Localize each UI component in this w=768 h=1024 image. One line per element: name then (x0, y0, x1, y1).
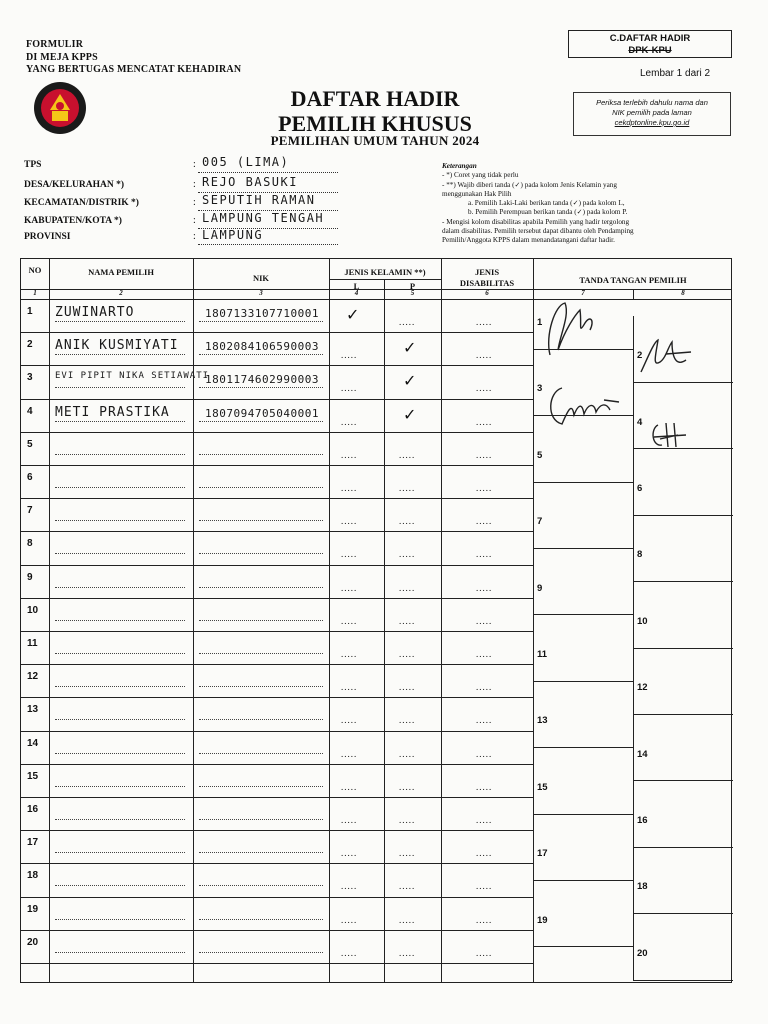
dots-p: ..... (399, 615, 416, 626)
row-number: 14 (27, 737, 39, 749)
name-dotline (55, 520, 185, 521)
header-jenis-kelamin: JENIS KELAMIN **) (344, 267, 426, 277)
keterangan-line: b. Pemilih Perempuan berikan tanda (✓) pada kolom P. (468, 208, 628, 217)
field-label-desa: DESA/KELURAHAN *) (24, 180, 125, 190)
field-colon: : (193, 215, 196, 226)
signature-divider (633, 913, 733, 914)
keterangan-line: - **) Wajib diberi tanda (✓) pada kolom Jenis Kelamin yang (442, 180, 617, 189)
dots-l: ..... (341, 582, 358, 593)
dots-l: ..... (341, 848, 358, 859)
dots-p: ..... (399, 682, 416, 693)
signature-vline (633, 382, 634, 415)
signature-slot-number: 16 (637, 815, 648, 826)
form-code-box (568, 30, 732, 58)
signature-vline (633, 316, 634, 349)
name-dotline (55, 553, 185, 554)
signature-slot-number: 11 (537, 649, 548, 660)
note-link[interactable]: cekdptonline.kpu.go.id (614, 118, 690, 127)
col-number: 6 (485, 289, 489, 297)
signature-slot-number: 4 (637, 416, 643, 428)
signature-divider (633, 382, 733, 383)
dots-disabilitas: ..... (476, 781, 493, 792)
dots-p: ..... (399, 715, 416, 726)
signature-slot-number: 5 (537, 449, 543, 461)
dots-p: ..... (399, 549, 416, 560)
page-subtitle: PEMILIHAN UMUM TAHUN 2024 (270, 133, 480, 148)
signature-divider (533, 946, 633, 947)
row-number: 18 (27, 870, 39, 882)
signature-slot-number: 1 (537, 317, 543, 328)
field-colon: : (193, 197, 196, 208)
dots-l: ..... (341, 516, 358, 527)
name-dotline (55, 819, 185, 820)
field-label-kecamatan: KECAMATAN/DISTRIK *) (24, 198, 139, 208)
signature-3 (544, 380, 624, 430)
signature-divider (633, 714, 733, 715)
signature-divider (633, 515, 733, 516)
name-dotline (55, 354, 185, 355)
row-number: 12 (27, 671, 39, 683)
voter-nik: 1802084106590003 (205, 340, 319, 354)
dots-disabilitas: ..... (476, 317, 493, 327)
signature-divider (633, 847, 733, 848)
row-number: 11 (27, 638, 38, 649)
voter-nik: 1801174602990003 (205, 373, 319, 387)
signature-vline (633, 880, 634, 913)
dots-disabilitas: ..... (476, 815, 493, 825)
dots-disabilitas: ..... (476, 449, 493, 460)
row-divider (21, 697, 533, 698)
dots-p: ..... (399, 649, 416, 659)
dots-p: ..... (399, 914, 416, 925)
signature-divider (533, 814, 633, 815)
formulir-line: YANG BERTUGAS MENCATAT KEHADIRAN (26, 64, 242, 75)
signature-vline (633, 548, 634, 581)
note-line: NIK pemilih pada laman (612, 108, 692, 117)
nik-dotline (199, 952, 323, 953)
signature-divider (533, 614, 633, 615)
dots-disabilitas: ..... (476, 383, 493, 394)
dots-p: ..... (399, 582, 416, 593)
dots-p: ..... (399, 748, 416, 759)
row-number: 8 (27, 538, 33, 550)
signature-vline (633, 681, 634, 714)
keterangan-line: Pemilih/Anggota KPPS dalam menandatangani daftar hadir. (442, 236, 615, 245)
dots-disabilitas: ..... (476, 549, 493, 560)
signature-slot-number: 3 (537, 383, 543, 395)
signature-divider (533, 681, 633, 682)
row-divider (21, 332, 533, 333)
dots-disabilitas: ..... (476, 582, 493, 593)
header-no: NO (28, 265, 42, 275)
field-label-kabupaten: KABUPATEN/KOTA *) (24, 216, 122, 226)
row-number: 20 (27, 936, 39, 948)
dots-disabilitas: ..... (476, 682, 493, 693)
title-line-1: DAFTAR HADIR (290, 86, 460, 111)
signature-4 (648, 415, 692, 455)
voter-name: ANIK KUSMIYATI (55, 338, 179, 354)
row-divider (21, 664, 533, 665)
dots-l: ..... (341, 416, 358, 427)
nik-dotline (199, 620, 323, 621)
header-nik: NIK (252, 273, 270, 283)
signature-vline (633, 814, 634, 847)
row-number: 1 (27, 306, 33, 317)
field-colon: : (193, 231, 196, 242)
col-divider (533, 259, 534, 982)
col-divider (193, 259, 194, 982)
row-number: 13 (27, 704, 39, 716)
nik-dotline (199, 852, 323, 853)
dots-disabilitas: ..... (476, 914, 493, 925)
row-divider (21, 897, 533, 898)
name-dotline (55, 852, 185, 853)
signature-divider (633, 980, 733, 981)
header-divider (329, 279, 441, 280)
name-dotline (55, 952, 185, 953)
row-number: 5 (27, 438, 33, 450)
note-line: Periksa terlebih dahulu nama dan (596, 98, 708, 107)
check-mark-p: ✓ (403, 406, 417, 424)
nik-dotline (199, 454, 323, 455)
dots-p: ..... (399, 781, 416, 792)
header-p: P (409, 281, 416, 291)
name-dotline (55, 620, 185, 621)
dots-l: ..... (341, 947, 358, 958)
title-line-2: PEMILIH KHUSUS (278, 111, 472, 136)
voter-name: METI PRASTIKA (55, 404, 170, 420)
signature-divider (633, 780, 733, 781)
header-divider (21, 299, 731, 300)
signature-slot-number: 17 (537, 848, 548, 860)
nik-dotline (199, 354, 323, 355)
row-divider (21, 465, 533, 466)
col-number: 7 (581, 289, 585, 297)
field-colon: : (193, 179, 196, 190)
voter-nik: 1807094705040001 (205, 406, 319, 420)
field-value-desa: REJO BASUKI (202, 175, 298, 189)
header-l: L (353, 281, 360, 291)
signature-2 (636, 332, 696, 382)
nik-dotline (199, 719, 323, 720)
dots-p: ..... (399, 881, 416, 892)
signature-divider (533, 482, 633, 483)
check-mark-p: ✓ (403, 373, 417, 391)
keterangan-line: - Mengisi kolom disabilitas apabila Pemilih yang hadir tergolong (442, 217, 630, 226)
row-number: 19 (27, 903, 39, 915)
signature-1 (540, 295, 600, 365)
formulir-line: DI MEJA KPPS (26, 51, 98, 63)
signature-divider (533, 880, 633, 881)
col-number: 1 (33, 289, 37, 297)
col-divider (633, 289, 634, 299)
dots-l: ..... (341, 449, 358, 460)
row-divider (21, 531, 533, 532)
dots-disabilitas: ..... (476, 715, 493, 726)
dots-l: ..... (341, 549, 358, 560)
dots-disabilitas: ..... (476, 350, 493, 361)
row-divider (21, 764, 533, 765)
field-line (198, 172, 338, 173)
nik-dotline (199, 520, 323, 521)
row-number: 7 (27, 505, 33, 517)
row-divider (21, 631, 533, 632)
row-divider (21, 399, 533, 400)
check-mark-l: ✓ (346, 307, 360, 324)
signature-slot-number: 15 (537, 781, 548, 793)
dots-disabilitas: ..... (476, 649, 493, 659)
row-number: 6 (27, 472, 33, 483)
row-divider (21, 797, 533, 798)
nik-dotline (199, 321, 323, 322)
row-divider (21, 963, 533, 964)
row-number: 2 (27, 339, 33, 351)
dots-l: ..... (341, 815, 358, 825)
field-value-kabupaten: LAMPUNG TENGAH (202, 211, 325, 225)
dots-disabilitas: ..... (476, 516, 493, 527)
nik-dotline (199, 553, 323, 554)
keterangan-line: a. Pemilih Laki-Laki berikan tanda (✓) pada kolom L, (468, 199, 625, 208)
dots-p: ..... (399, 449, 416, 460)
field-value-kecamatan: SEPUTIH RAMAN (202, 193, 316, 207)
dots-disabilitas: ..... (476, 947, 493, 958)
field-colon: : (193, 159, 196, 170)
signature-vline (633, 482, 634, 515)
form-code-struck: DPK-KPU (628, 45, 672, 56)
signature-vline (633, 780, 634, 813)
nik-dotline (199, 387, 323, 388)
name-dotline (55, 919, 185, 920)
dots-l: ..... (341, 615, 358, 626)
row-divider (21, 863, 533, 864)
kpu-logo (32, 80, 88, 136)
dots-p: ..... (399, 815, 416, 825)
row-divider (21, 598, 533, 599)
field-label-provinsi: PROVINSI (24, 232, 71, 242)
signature-slot-number: 10 (637, 615, 648, 627)
sheet-indicator: Lembar 1 dari 2 (640, 68, 711, 79)
signature-divider (533, 747, 633, 748)
signature-slot-number: 7 (537, 516, 543, 528)
keterangan-notes (442, 162, 732, 246)
signature-slot-number: 8 (637, 549, 643, 561)
name-dotline (55, 786, 185, 787)
dots-l: ..... (341, 649, 358, 659)
page-title (250, 86, 500, 136)
dots-p: ..... (399, 947, 416, 958)
keterangan-line: menggunakan Hak Pilih (442, 189, 512, 198)
nik-dotline (199, 885, 323, 886)
header-disabilitas-2: DISABILITAS (459, 278, 515, 288)
signature-slot-number: 6 (637, 483, 643, 494)
dots-l: ..... (341, 350, 358, 361)
signature-vline (633, 349, 634, 382)
dots-disabilitas: ..... (476, 748, 493, 759)
col-number: 2 (119, 289, 123, 297)
signature-vline (633, 614, 634, 647)
signature-divider (633, 648, 733, 649)
nik-dotline (199, 786, 323, 787)
signature-vline (633, 847, 634, 880)
row-number: 17 (27, 837, 39, 849)
row-divider (21, 731, 533, 732)
row-divider (21, 365, 533, 366)
dots-l: ..... (341, 383, 358, 394)
signature-vline (633, 648, 634, 681)
dots-p: ..... (399, 317, 416, 327)
form-header-left (26, 39, 241, 77)
field-line (198, 244, 338, 245)
row-number: 3 (27, 372, 33, 384)
row-number: 9 (27, 571, 33, 583)
row-divider (21, 432, 533, 433)
nik-dotline (199, 587, 323, 588)
signature-slot-number: 12 (637, 682, 648, 694)
nik-dotline (199, 487, 323, 488)
check-mark-p: ✓ (403, 340, 417, 358)
keterangan-title: Keterangan (442, 162, 477, 170)
field-value-tps: 005 (LIMA) (202, 155, 290, 169)
signature-vline (633, 946, 634, 979)
signature-vline (633, 448, 634, 481)
nik-dotline (199, 819, 323, 820)
nik-dotline (199, 919, 323, 920)
dots-p: ..... (399, 483, 416, 493)
row-divider (21, 565, 533, 566)
signature-slot-number: 14 (637, 748, 648, 760)
attendance-table (20, 258, 732, 983)
signature-slot-number: 20 (637, 947, 648, 959)
name-dotline (55, 686, 185, 687)
keterangan-line: - *) Coret yang tidak perlu (442, 171, 519, 180)
header-tanda-tangan: TANDA TANGAN PEMILIH (579, 275, 687, 285)
row-number: 10 (27, 604, 39, 616)
col-number: 8 (681, 289, 685, 297)
signature-vline (633, 415, 634, 448)
name-dotline (55, 587, 185, 588)
signature-divider (533, 548, 633, 549)
dots-l: ..... (341, 781, 358, 792)
signature-slot-number: 9 (537, 582, 543, 594)
check-note-box (573, 92, 731, 136)
name-dotline (55, 753, 185, 754)
col-number: 5 (410, 289, 415, 297)
name-dotline (55, 421, 185, 422)
voter-name: ZUWINARTO (55, 305, 135, 320)
col-divider (49, 259, 50, 982)
nik-dotline (199, 753, 323, 754)
nik-dotline (199, 653, 323, 654)
name-dotline (55, 719, 185, 720)
voter-name: EVI PIPIT NIKA SETIAWATI (55, 371, 210, 382)
dots-l: ..... (341, 914, 358, 925)
row-number: 16 (27, 804, 39, 815)
header-nama: NAMA PEMILIH (88, 267, 154, 277)
nik-dotline (199, 686, 323, 687)
dots-l: ..... (341, 881, 358, 892)
name-dotline (55, 454, 185, 455)
row-divider (21, 830, 533, 831)
dots-disabilitas: ..... (476, 416, 493, 427)
dots-p: ..... (399, 516, 416, 527)
dots-l: ..... (341, 715, 358, 726)
name-dotline (55, 653, 185, 654)
dots-l: ..... (341, 483, 358, 493)
signature-slot-number: 2 (637, 350, 643, 362)
name-dotline (55, 387, 185, 388)
signature-divider (633, 581, 733, 582)
form-code: C.DAFTAR HADIR (609, 33, 691, 44)
signature-vline (633, 714, 634, 747)
row-number: 15 (27, 770, 39, 782)
voter-nik: 1807133107710001 (205, 307, 319, 320)
nik-dotline (199, 421, 323, 422)
row-divider (21, 930, 533, 931)
signature-slot-number: 13 (537, 715, 548, 727)
dots-disabilitas: ..... (476, 483, 493, 493)
signature-vline (633, 747, 634, 780)
signature-slot-number: 18 (637, 881, 648, 893)
dots-disabilitas: ..... (476, 848, 493, 859)
field-label-tps: TPS (24, 160, 42, 170)
dots-l: ..... (341, 682, 358, 693)
col-divider (329, 259, 330, 982)
name-dotline (55, 885, 185, 886)
field-value-provinsi: LAMPUNG (202, 228, 264, 242)
formulir-line: FORMULIR (26, 39, 84, 50)
signature-vline (633, 515, 634, 548)
row-divider (21, 498, 533, 499)
dots-disabilitas: ..... (476, 881, 493, 892)
keterangan-line: dalam disabilitas. Pemilih tersebut dapat dibantu oleh Pendamping (442, 227, 634, 236)
signature-slot-number: 19 (537, 914, 548, 926)
col-divider (441, 259, 442, 982)
name-dotline (55, 321, 185, 322)
row-number: 4 (27, 405, 33, 417)
signature-vline (633, 581, 634, 614)
col-number: 3 (259, 289, 263, 297)
dots-l: ..... (341, 748, 358, 759)
signature-vline (633, 913, 634, 946)
dots-p: ..... (399, 848, 416, 859)
col-number: 4 (354, 289, 359, 297)
dots-disabilitas: ..... (476, 615, 493, 626)
header-disabilitas-1: JENIS (474, 267, 500, 277)
name-dotline (55, 487, 185, 488)
